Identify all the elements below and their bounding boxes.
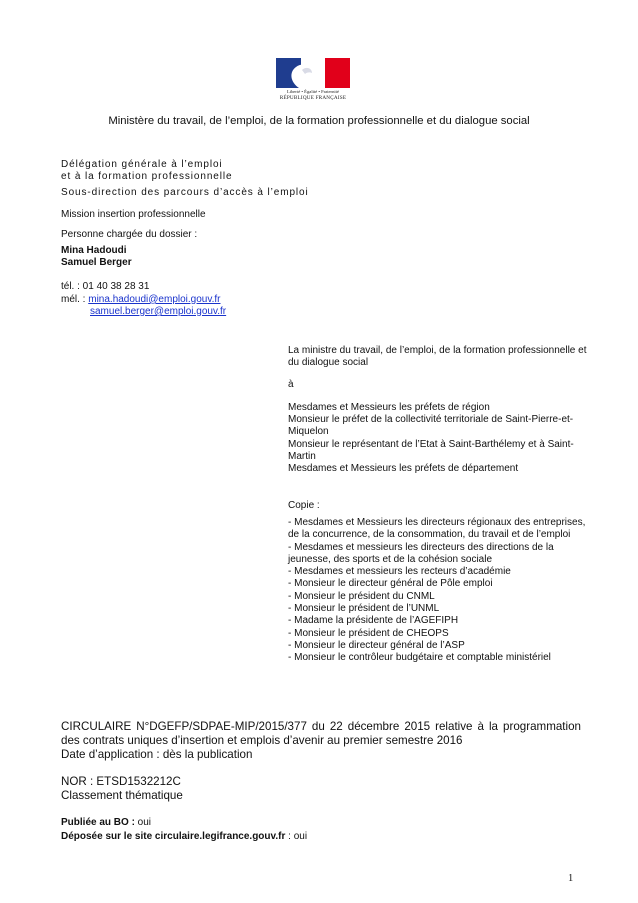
site-deposit (61, 830, 581, 844)
copy-item: - Mesdames et Messieurs les directeurs régionaux des entreprises, de la concurrence, de la consommation, du travail et de l’emploi (288, 516, 586, 541)
copy-item: - Monsieur le président de l’UNML (288, 603, 440, 615)
copy-item: - Monsieur le président du CNML (288, 590, 435, 602)
to-word: à (288, 378, 294, 390)
delegation-line-2: et à la formation professionnelle (61, 171, 233, 183)
subdirection: Sous-direction des parcours d’accès à l’emploi (61, 187, 309, 199)
email-line (61, 294, 361, 306)
bo-value: oui (134, 817, 152, 828)
site-label: Déposée sur le site circulaire.legifrance.gouv.fr (61, 830, 286, 842)
copy-item: - Mesdames et messieurs les directeurs des directions de la jeunesse, des sports et de la cohésion sociale (288, 541, 554, 565)
email-link-1[interactable]: mina.hadoudi@emploi.gouv.fr (88, 293, 221, 305)
minister-from: La ministre du travail, de l’emploi, de la formation professionnelle et du dialogue social (288, 345, 587, 369)
logo-motto: Liberté • Égalité • Fraternité (287, 89, 339, 94)
email-label: mél. : (61, 293, 89, 305)
delegation-line-1: Délégation générale à l’emploi (61, 159, 223, 170)
republique-francaise-logo (272, 58, 354, 108)
copy-label: Copie : (288, 499, 320, 511)
copy-item: - Mesdames et messieurs les recteurs d’académie (288, 566, 511, 578)
copy-item: - Monsieur le directeur général de l’ASP (288, 639, 465, 651)
bo-label: Publiée au BO : (61, 817, 135, 828)
thematic-classification: Classement thématique (61, 789, 183, 802)
contact-person-1: Mina Hadoudi (61, 245, 127, 257)
addressee-item: Mesdames et Messieurs les préfets de département (288, 463, 519, 475)
bo-publication (61, 816, 581, 830)
telephone: tél. : 01 40 38 28 31 (61, 281, 150, 293)
site-value: : oui (285, 830, 308, 842)
logo-republic-name: RÉPUBLIQUE FRANÇAISE (279, 95, 347, 101)
copy-item: - Monsieur le contrôleur budgétaire et comptable ministériel (288, 652, 551, 664)
addressee-list (288, 402, 588, 476)
publication-block (61, 816, 581, 843)
mission: Mission insertion professionnelle (61, 208, 206, 220)
circular-title: CIRCULAIRE N°DGEFP/SDPAE-MIP/2015/377 du 22 décembre 2015 relative à la programmation des contrats uniques d’insertion et emplois d’avenir au premier semestre 2016 (61, 720, 581, 747)
email-link-2[interactable]: samuel.berger@emploi.gouv.fr (90, 305, 227, 317)
page-number: 1 (568, 873, 574, 884)
contact-label: Personne chargée du dossier : (61, 228, 198, 240)
circular-block (61, 720, 581, 803)
nor-reference: NOR : ETSD1532212C (61, 775, 181, 788)
copy-item: - Monsieur le président de CHEOPS (288, 627, 449, 639)
copy-item: - Monsieur le directeur général de Pôle emploi (288, 578, 493, 590)
marianne-flag-icon (272, 58, 354, 88)
recipient-block (288, 345, 588, 665)
email-line-2 (61, 306, 361, 318)
sender-block (61, 159, 361, 318)
contact-person-2: Samuel Berger (61, 257, 132, 269)
addressee-item: Monsieur le préfet de la collectivité territoriale de Saint-Pierre-et-Miquelon (288, 414, 574, 438)
copy-item: - Madame la présidente de l’AGEFIPH (288, 615, 459, 627)
addressee-item: Monsieur le représentant de l’Etat à Saint-Barthélemy et à Saint-Martin (288, 438, 574, 463)
addressee-item: Mesdames et Messieurs les préfets de région (288, 401, 490, 413)
copy-list (288, 517, 588, 665)
ministry-title: Ministère du travail, de l’emploi, de la formation professionnelle et du dialogue social (108, 115, 530, 127)
application-date: Date d’application : dès la publication (61, 748, 253, 761)
